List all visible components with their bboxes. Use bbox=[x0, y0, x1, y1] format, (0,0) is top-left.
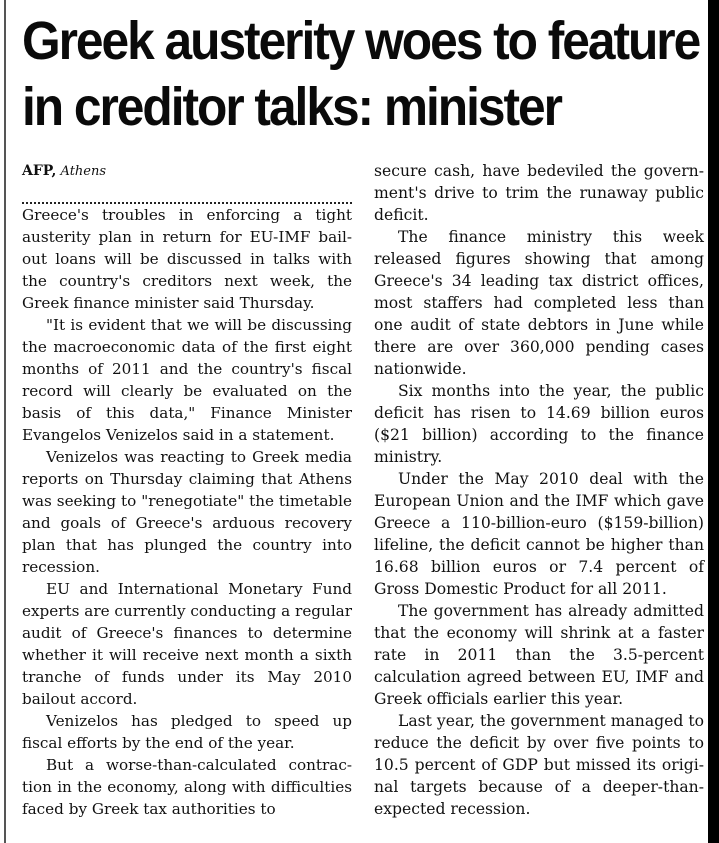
article-paragraph: Under the May 2010 deal with the European Union and the IMF which gave Greece a 110-billion-euro ($159-billion) lifeline, the deficit cannot be higher than 16.68 billion euros or 7.4 percent of Gross Domestic Product for all 2011. bbox=[374, 470, 704, 598]
byline-dotted-separator bbox=[22, 182, 352, 204]
article-paragraph: Venizelos has pledged to speed up fiscal efforts by the end of the year. bbox=[22, 712, 352, 752]
byline bbox=[22, 160, 352, 182]
article-paragraph: Greece's troubles in enforcing a tight austerity plan in return for EU-IMF bailout loans will be discussed in talks with the country's creditors next week, the Greek finance minister said Thursday. bbox=[22, 206, 352, 312]
headline-line-1: Greek austerity woes to feature bbox=[22, 11, 700, 71]
article-paragraph: EU and International Monetary Fund experts are currently conducting a regular audit of Greece's finances to determine whether it will receive next month a sixth tranche of funds under its May 2010 bailout accord. bbox=[22, 580, 352, 708]
byline-place: Athens bbox=[60, 164, 107, 179]
article-paragraph-continued: secure cash, have bedeviled the government's drive to trim the runaway public deficit. bbox=[374, 162, 704, 224]
article-paragraph: But a worse-than-calculated contraction in the economy, along with difficulties faced by Greek tax authorities to bbox=[22, 756, 352, 818]
column-divider-rule bbox=[4, 0, 6, 843]
article-paragraph: The finance ministry this week released figures showing that among Greece's 34 leading tax district offices, most staffers had completed less than one audit of state debtors in June while there are over 360,000 pending cases nationwide. bbox=[374, 228, 704, 378]
page-edge-bar bbox=[708, 0, 719, 843]
article-paragraph: The government has already admitted that the economy will shrink at a faster rate in 2011 than the 3.5-percent calculation agreed between EU, IMF and Greek officials earlier this year. bbox=[374, 602, 704, 708]
article-paragraph: Venizelos was reacting to Greek media reports on Thursday claiming that Athens was seeking to "renegotiate" the timetable and goals of Greece's arduous recovery plan that has plunged the country into recession. bbox=[22, 448, 352, 576]
article-paragraph: Last year, the government managed to reduce the deficit by over five points to 10.5 percent of GDP but missed its original targets because of a deeper-than-expected recession. bbox=[374, 712, 704, 818]
byline-agency: AFP, bbox=[22, 163, 57, 179]
article-headline bbox=[22, 8, 700, 140]
article-column-right bbox=[374, 160, 704, 820]
headline-line-2: in creditor talks: minister bbox=[22, 77, 561, 137]
article-paragraph: Six months into the year, the public deficit has risen to 14.69 billion euros ($21 billion) according to the finance ministry. bbox=[374, 382, 704, 466]
article-column-left bbox=[22, 160, 352, 820]
article-paragraph: "It is evident that we will be discussing the macroeconomic data of the first eight months of 2011 and the country's fiscal record will clearly be evaluated on the basis of this data," Finance Minister Evangelos Venizelos said in a statement. bbox=[22, 316, 352, 444]
